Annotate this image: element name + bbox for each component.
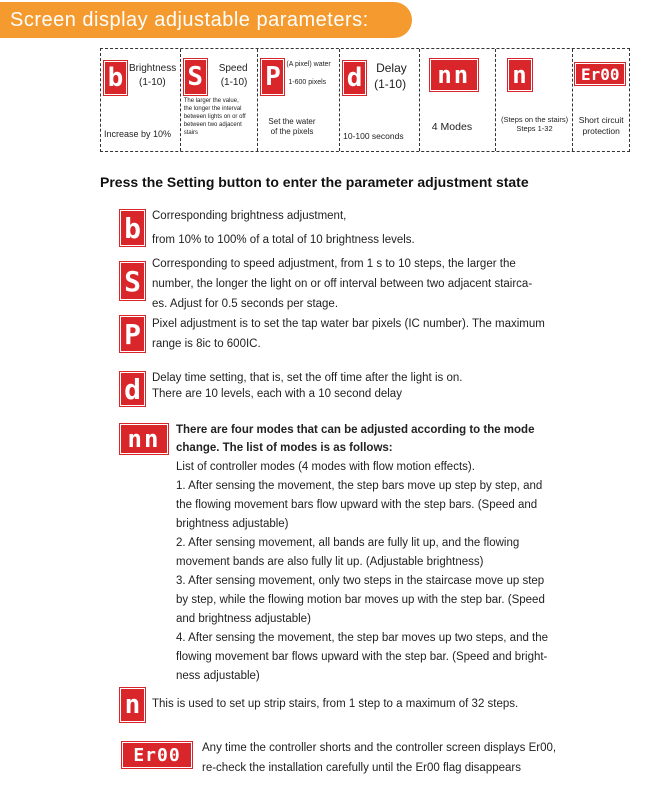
speed-cell (181, 49, 259, 151)
brightness-digit-icon: b (120, 210, 145, 246)
item-text: flowing movement bar flows upward with the step bar. (Speed and bright- (176, 651, 548, 663)
delay-cell (340, 49, 420, 151)
error-cell (573, 49, 629, 151)
brightness-label: Brightness (129, 63, 177, 74)
brightness-range: (1-10) (139, 77, 166, 88)
steps-note (498, 115, 572, 134)
item-text-bold: There are four modes that can be adjusted according to the mode (176, 424, 535, 436)
item-text: 3. After sensing movement, only two steps in the staircase move up step (176, 575, 545, 587)
item-text: List of controller modes (4 modes with flow motion effects). (176, 461, 475, 473)
brightness-cell (101, 49, 181, 151)
error-digit-icon: Er00 (122, 742, 192, 768)
pixel-range: 1-600 pixels (288, 79, 327, 86)
error-note-line: protection (582, 125, 620, 136)
item-text: 2. After sensing movement, all bands are fully lit up, and the flowing (176, 537, 520, 549)
delay-label: Delay (376, 61, 407, 75)
delay-digit-icon: d (120, 372, 145, 406)
speed-digit-icon: S (184, 59, 207, 95)
steps-cell (496, 49, 574, 151)
speed-note-line: between two adjacent (183, 122, 242, 129)
speed-note-line: the longer the interval (183, 106, 242, 113)
item-text: This is used to set up strip stairs, from 1 step to a maximum of 32 steps. (152, 698, 519, 710)
delay-range: (1-10) (374, 77, 407, 91)
parameter-strip (100, 48, 630, 152)
item-text: Corresponding brightness adjustment, (152, 210, 347, 222)
pixel-label: (A pixel) water (286, 61, 331, 68)
item-text: number, the longer the light on or off interval between two adjacent stairca- (152, 278, 533, 290)
banner-title: Screen display adjustable parameters: (10, 9, 369, 31)
modes-cell (420, 49, 496, 151)
steps-note-line: Steps 1-32 (516, 124, 553, 134)
error-note (575, 115, 627, 136)
item-text: Pixel adjustment is to set the tap water bar pixels (IC number). The maximum (152, 318, 545, 330)
item-text: 1. After sensing the movement, the step bars move up step by step, and (176, 480, 543, 492)
item-text: and brightness adjustable) (176, 613, 311, 625)
item-text: from 10% to 100% of a total of 10 brightness levels. (152, 234, 415, 246)
steps-digit-icon: n (120, 688, 145, 722)
speed-digit-icon: S (120, 262, 145, 300)
pixel-note-line: of the pixels (270, 127, 314, 136)
speed-note-line: stairs (183, 130, 199, 137)
steps-digit-icon: n (508, 59, 532, 91)
modes-digit-icon: nn (430, 59, 478, 91)
item-text: es. Adjust for 0.5 seconds per stage. (152, 298, 339, 310)
item-text: by step, while the flowing motion bar moves up with the step bar. (Speed (176, 594, 545, 606)
speed-note-line: between lights on or off (183, 114, 246, 121)
error-digit-icon: Er00 (575, 63, 625, 85)
delay-note: 10-100 seconds (343, 131, 404, 141)
brightness-note: Increase by 10% (104, 129, 172, 139)
item-text: 4. After sensing the movement, the step bar moves up two steps, and the (176, 632, 549, 644)
item-text: brightness adjustable) (176, 518, 289, 530)
item-text: re-check the installation carefully until the Er00 flag disappears (202, 762, 521, 774)
steps-note-line: (Steps on the stairs) (500, 115, 569, 124)
item-text: Corresponding to speed adjustment, from 1 s to 10 steps, the larger the (152, 258, 516, 270)
pixel-cell (258, 49, 340, 151)
error-note-line: Short circuit (578, 115, 624, 125)
pixel-digit-icon: P (120, 316, 145, 352)
delay-digit-icon: d (343, 61, 366, 95)
pixel-note-line: Set the water (268, 117, 316, 126)
speed-note (184, 97, 246, 137)
item-text: range is 8ic to 600IC. (152, 338, 261, 350)
item-text: ness adjustable) (176, 670, 260, 682)
title-banner (0, 2, 412, 38)
modes-note: 4 Modes (431, 121, 473, 133)
section-heading: Press the Setting button to enter the parameter adjustment state (100, 174, 529, 190)
modes-digit-icon: nn (120, 424, 168, 454)
item-text: the flowing movement bars flow upward with the step bars. (Speed and (176, 499, 538, 511)
item-text: There are 10 levels, each with a 10 second delay (152, 388, 402, 400)
brightness-digit-icon: b (104, 61, 127, 95)
item-text: movement bands are also fully lit up. (Adjustable brightness) (176, 556, 484, 568)
item-text-bold: change. The list of modes is as follows: (176, 442, 393, 454)
speed-label: Speed (218, 63, 248, 74)
pixel-note (268, 117, 315, 137)
item-text: Any time the controller shorts and the controller screen displays Er00, (202, 742, 557, 754)
pixel-digit-icon: P (261, 59, 284, 95)
speed-note-line: The larger the value, (183, 98, 239, 104)
item-text: Delay time setting, that is, set the off time after the light is on. (152, 372, 463, 384)
speed-range: (1-10) (220, 77, 248, 88)
